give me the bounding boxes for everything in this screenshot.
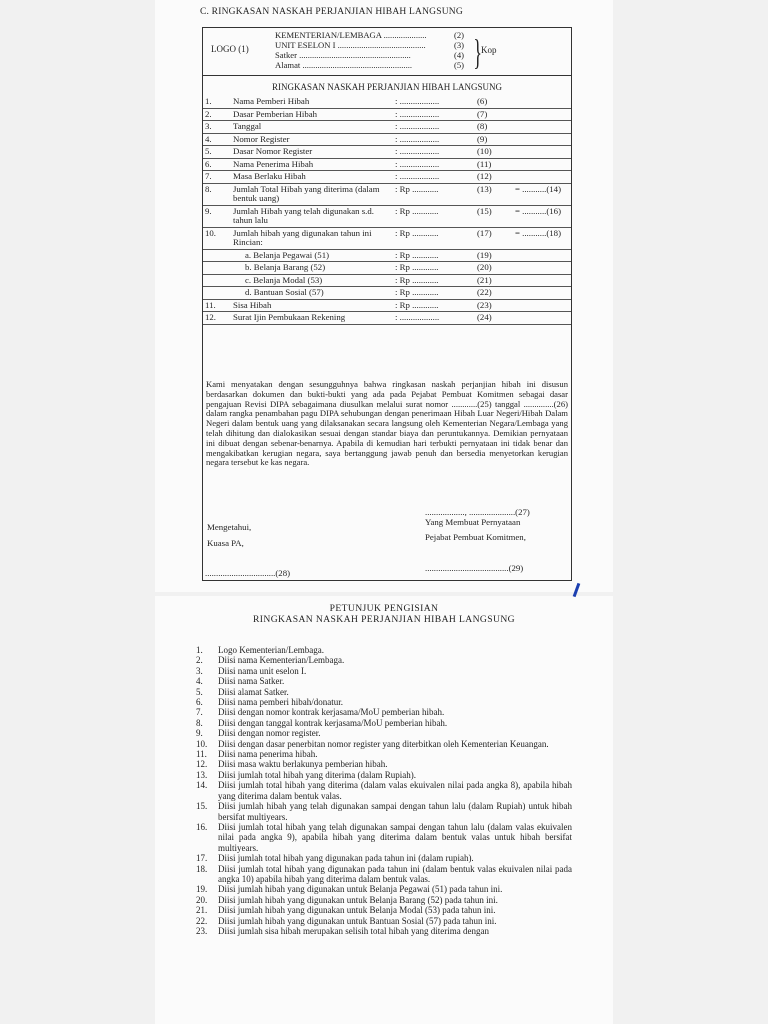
list-item-number: 2.	[196, 655, 203, 666]
row-value: : Rp ............	[393, 183, 475, 205]
row-number: 5.	[203, 146, 231, 159]
row-ref-number: (13)	[475, 183, 513, 205]
list-item-number: 16.	[196, 821, 208, 832]
list-item	[196, 926, 572, 936]
table-row	[203, 133, 571, 146]
list-item-number: 11.	[196, 749, 207, 760]
list-item-text: Diisi dengan nomor register.	[218, 728, 321, 739]
list-item-number: 21.	[196, 905, 208, 916]
list-item	[196, 676, 572, 686]
row-number: 1.	[203, 96, 231, 108]
row-ref-number: (21)	[475, 274, 513, 287]
table-row	[203, 158, 571, 171]
form-title: RINGKASAN NASKAH PERJANJIAN HIBAH LANGSUNG	[271, 82, 502, 92]
logo-placeholder: LOGO (1)	[211, 44, 249, 54]
brace-glyph: }	[473, 32, 482, 72]
row-ref-number: (9)	[475, 133, 513, 146]
list-item	[196, 666, 572, 676]
row-number: 10.	[203, 227, 231, 249]
instruction-list	[196, 645, 572, 936]
row-value: : ..................	[393, 108, 475, 121]
row-value: : Rp ............	[393, 262, 475, 275]
list-item-text: Diisi jumlah total hibah yang diterima (dalam Rupiah).	[218, 769, 416, 780]
row-ref-number: (12)	[475, 171, 513, 184]
table-row	[203, 171, 571, 184]
row-number	[203, 287, 231, 300]
list-item-text: Diisi jumlah hibah yang digunakan untuk Bantuan Sosial (57) pada tahun ini.	[218, 915, 497, 926]
row-extra	[513, 312, 571, 325]
list-item	[196, 707, 572, 717]
list-item	[196, 780, 572, 801]
list-item-text: Diisi jumlah hibah yang digunakan untuk Belanja Barang (52) pada tahun ini.	[218, 894, 498, 905]
date-line: .................., .....................(27)	[425, 507, 530, 517]
header-num-address: (5)	[454, 60, 465, 70]
kop-label: Kop	[481, 45, 497, 55]
list-item-text: Diisi jumlah sisa hibah merupakan selisih total hibah yang diterima dengan	[218, 925, 489, 936]
list-item-number: 5.	[196, 686, 203, 697]
list-item-text: Diisi dengan dasar penerbitan nomor register yang diterbitkan oleh Kementerian Keuangan.	[218, 738, 549, 749]
row-label: Nama Pemberi Hibah	[231, 96, 393, 108]
list-item-text: Logo Kementerian/Lembaga.	[218, 645, 324, 655]
table-row	[203, 205, 571, 227]
list-item-number: 18.	[196, 863, 208, 874]
row-extra	[513, 299, 571, 312]
list-item-text: Diisi nama unit eselon I.	[218, 665, 307, 676]
letterhead	[203, 28, 571, 76]
list-item-text: Diisi jumlah hibah yang digunakan untuk Belanja Pegawai (51) pada tahun ini.	[218, 884, 503, 895]
list-item-number: 23.	[196, 925, 208, 936]
list-item-number: 13.	[196, 769, 208, 780]
statement-text: Kami menyatakan dengan sesungguhnya bahwa ringkasan naskah perjanjian hibah ini disusun berdasarkan dokumen dan bukti-bukti yang ada pada Pejabat Pembuat Komitmen sebagai dasar pengajuan Revisi DIPA sebagaimana diusulkan melalui surat nomor ............(25) tanggal ..............(26) dalam rangka penambahan pagu DIPA sehubungan dengan penerimaan Hibah Luar Negeri/Hibah Dalam Negeri dalam bentuk uang yang dilaksanakan secara langsung oleh Kementerian Negara/Lembaga yang telah dihitung dan dialokasikan sesuai dengan standar biaya dan peruntukannya. Demikian pernyataan ini dibuat dengan sebenar-benarnya. Apabila di kemudian hari terbukti pernyataan ini tidak benar dan mengakibatkan kerugian negara, saya bertanggung jawab penuh dan bersedia menyetorkan kerugian negara tersebut ke kas negara.	[206, 379, 568, 468]
row-number: 6.	[203, 158, 231, 171]
list-item-text: Diisi jumlah total hibah yang digunakan pada tahun ini (dalam bentuk valas ekuivalen nilai pada angka 10) apabila hibah yang diterima dalam bentuk valas.	[218, 863, 572, 884]
table-row	[203, 96, 571, 108]
row-value: : Rp ............	[393, 274, 475, 287]
row-value: : ..................	[393, 158, 475, 171]
row-ref-number: (24)	[475, 312, 513, 325]
row-label: Tanggal	[231, 121, 393, 134]
list-item	[196, 822, 572, 853]
list-item-number: 1.	[196, 645, 203, 655]
table-row	[203, 312, 571, 325]
statement-maker-label: Yang Membuat Pernyataan	[425, 517, 521, 527]
list-item	[196, 801, 572, 822]
row-label: d. Bantuan Sosial (57)	[231, 287, 393, 300]
list-item-number: 7.	[196, 707, 203, 718]
row-extra	[513, 171, 571, 184]
table-row	[203, 108, 571, 121]
header-num-unit: (3)	[454, 40, 465, 50]
row-label: Nomor Register	[231, 133, 393, 146]
row-label: Jumlah Total Hibah yang diterima (dalam bentuk uang)	[231, 183, 393, 205]
row-number: 12.	[203, 312, 231, 325]
list-item	[196, 749, 572, 759]
header-num-satker: (4)	[454, 50, 465, 60]
list-item-number: 19.	[196, 884, 208, 895]
row-ref-number: (17)	[475, 227, 513, 249]
row-extra	[513, 287, 571, 300]
row-extra	[513, 249, 571, 262]
list-item	[196, 884, 572, 894]
instruction-title: PETUNJUK PENGISIAN	[329, 603, 439, 614]
row-label: c. Belanja Modal (53)	[231, 274, 393, 287]
list-item	[196, 728, 572, 738]
row-ref-number: (20)	[475, 262, 513, 275]
list-item-text: Diisi jumlah hibah yang digunakan untuk Belanja Modal (53) pada tahun ini.	[218, 905, 496, 916]
table-row	[203, 146, 571, 159]
list-item	[196, 687, 572, 697]
right-signature-line: ......................................(29)	[425, 563, 524, 573]
kuasa-pa-label: Kuasa PA,	[207, 538, 244, 548]
row-value: : Rp ............	[393, 205, 475, 227]
table-row	[203, 121, 571, 134]
list-item	[196, 739, 572, 749]
list-item	[196, 853, 572, 863]
row-number: 7.	[203, 171, 231, 184]
list-item-text: Diisi masa waktu berlakunya pemberian hibah.	[218, 759, 388, 770]
row-label: Nama Penerima Hibah	[231, 158, 393, 171]
row-number	[203, 274, 231, 287]
row-number: 4.	[203, 133, 231, 146]
list-item-text: Diisi alamat Satker.	[218, 686, 289, 697]
row-ref-number: (22)	[475, 287, 513, 300]
row-label: Dasar Pemberian Hibah	[231, 108, 393, 121]
list-item-text: Diisi jumlah total hibah yang telah digunakan sampai dengan tahun lalu (dalam valas ekuivalen nilai pada angka 9), apabila hibah yang diterima dalam bentuk valas untuk hibah bersifat multiyears.	[218, 821, 572, 853]
list-item-text: Diisi dengan tanggal kontrak kerjasama/MoU pemberian hibah.	[218, 717, 448, 728]
list-item	[196, 759, 572, 769]
row-number	[203, 249, 231, 262]
summary-table	[203, 96, 571, 325]
list-item-number: 10.	[196, 738, 208, 749]
list-item-number: 6.	[196, 697, 203, 708]
list-item-number: 12.	[196, 759, 208, 770]
row-value: : Rp ............	[393, 227, 475, 249]
row-ref-number: (23)	[475, 299, 513, 312]
list-item-number: 17.	[196, 853, 208, 864]
row-value: : Rp ............	[393, 249, 475, 262]
row-ref-number: (15)	[475, 205, 513, 227]
list-item-number: 3.	[196, 665, 203, 676]
list-item	[196, 645, 572, 655]
row-extra: = ...........(16)	[513, 205, 571, 227]
header-line-ministry: KEMENTERIAN/LEMBAGA ....................	[275, 30, 427, 40]
row-number: 8.	[203, 183, 231, 205]
row-number: 2.	[203, 108, 231, 121]
row-value: : ..................	[393, 312, 475, 325]
list-item	[196, 770, 572, 780]
list-item	[196, 864, 572, 885]
row-extra	[513, 133, 571, 146]
instruction-subtitle: RINGKASAN NASKAH PERJANJIAN HIBAH LANGSUNG	[253, 614, 515, 625]
list-item	[196, 895, 572, 905]
row-extra: = ...........(14)	[513, 183, 571, 205]
form-box	[202, 27, 572, 581]
row-ref-number: (19)	[475, 249, 513, 262]
header-line-unit: UNIT ESELON I .........................................	[275, 40, 426, 50]
row-value: : ..................	[393, 171, 475, 184]
row-extra	[513, 96, 571, 108]
pejabat-label: Pejabat Pembuat Komitmen,	[425, 532, 526, 542]
list-item-text: Diisi nama Kementerian/Lembaga.	[218, 655, 345, 666]
list-item-number: 9.	[196, 728, 203, 739]
row-extra: = ...........(18)	[513, 227, 571, 249]
row-number	[203, 262, 231, 275]
mengetahui-label: Mengetahui,	[207, 522, 252, 532]
header-line-address: Alamat ...................................................	[275, 60, 413, 70]
row-extra	[513, 262, 571, 275]
row-extra	[513, 108, 571, 121]
table-row	[203, 262, 571, 275]
row-value: : ..................	[393, 121, 475, 134]
list-item-number: 14.	[196, 780, 208, 791]
section-title: C. RINGKASAN NASKAH PERJANJIAN HIBAH LANGSUNG	[200, 7, 463, 17]
list-item-text: Diisi nama penerima hibah.	[218, 749, 318, 760]
row-extra	[513, 274, 571, 287]
list-item	[196, 718, 572, 728]
header-line-satker: Satker ....................................................	[275, 50, 411, 60]
row-value: : Rp ............	[393, 299, 475, 312]
list-item	[196, 655, 572, 665]
list-item-text: Diisi jumlah total hibah yang digunakan pada tahun ini (dalam rupiah).	[218, 853, 474, 864]
row-value: : ..................	[393, 133, 475, 146]
row-label: Surat Ijin Pembukaan Rekening	[231, 312, 393, 325]
list-item-number: 22.	[196, 915, 208, 926]
row-value: : Rp ............	[393, 287, 475, 300]
row-ref-number: (10)	[475, 146, 513, 159]
list-item-text: Diisi dengan nomor kontrak kerjasama/MoU pemberian hibah.	[218, 707, 445, 718]
table-row	[203, 299, 571, 312]
list-item-number: 15.	[196, 801, 208, 812]
row-number: 9.	[203, 205, 231, 227]
table-row	[203, 183, 571, 205]
list-item	[196, 697, 572, 707]
left-signature-line: ................................(28)	[205, 568, 291, 578]
row-ref-number: (11)	[475, 158, 513, 171]
row-label: Masa Berlaku Hibah	[231, 171, 393, 184]
row-ref-number: (7)	[475, 108, 513, 121]
table-row	[203, 274, 571, 287]
table-row	[203, 227, 571, 249]
list-item-number: 8.	[196, 717, 203, 728]
row-label: a. Belanja Pegawai (51)	[231, 249, 393, 262]
row-value: : ..................	[393, 146, 475, 159]
row-extra	[513, 146, 571, 159]
list-item-text: Diisi jumlah hibah yang telah digunakan sampai dengan tahun lalu (dalam Rupiah) untuk hibah bersifat multiyears.	[218, 801, 572, 822]
list-item-text: Diisi nama pemberi hibah/donatur.	[218, 697, 343, 708]
row-ref-number: (6)	[475, 96, 513, 108]
table-row	[203, 287, 571, 300]
row-label: Dasar Nomor Register	[231, 146, 393, 159]
row-label: Jumlah hibah yang digunakan tahun ini Rincian:	[231, 227, 393, 249]
row-label: b. Belanja Barang (52)	[231, 262, 393, 275]
row-value: : ..................	[393, 96, 475, 108]
row-label: Jumlah Hibah yang telah digunakan s.d. tahun lalu	[231, 205, 393, 227]
row-number: 11.	[203, 299, 231, 312]
row-extra	[513, 121, 571, 134]
header-num-ministry: (2)	[454, 30, 465, 40]
list-item	[196, 916, 572, 926]
row-extra	[513, 158, 571, 171]
row-label: Sisa Hibah	[231, 299, 393, 312]
list-item-text: Diisi jumlah total hibah yang diterima (dalam valas ekuivalen nilai pada angka 8), apabila hibah yang diterima dalam bentuk valas.	[218, 780, 572, 801]
row-ref-number: (8)	[475, 121, 513, 134]
list-item-text: Diisi nama Satker.	[218, 676, 285, 687]
list-item-number: 4.	[196, 676, 203, 687]
row-number: 3.	[203, 121, 231, 134]
list-item	[196, 905, 572, 915]
list-item-number: 20.	[196, 894, 208, 905]
table-row	[203, 249, 571, 262]
